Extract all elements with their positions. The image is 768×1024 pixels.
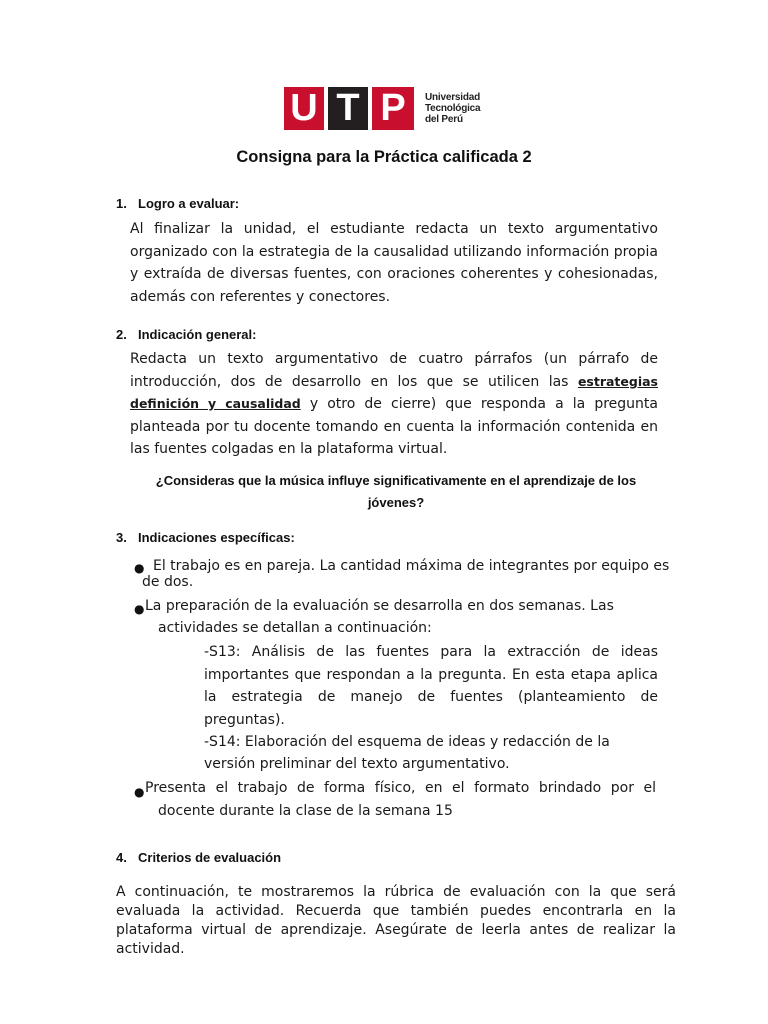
logo-line-2: Tecnológica [425,103,481,114]
logo-wordmark [425,92,480,125]
bullet-2-icon: ● [134,602,145,616]
section-3-number: 3. [116,530,127,545]
section-2-emphasis: estrategias definición y causalidad [130,373,658,411]
bullet-2-line-1: La preparación de la evaluación se desarrolla en dos semanas. Las [145,598,614,614]
logo-letter-t: T [328,87,368,130]
logo-line-3: del Perú [425,114,463,125]
section-2-body-end: y otro de cierre) que responda a la pregunta planteada por tu docente tomando en cuenta la información contenida en las fuentes colgadas en la plataforma virtual. [130,396,658,457]
activity-s14-line-2: versión preliminar del texto argumentativo. [204,756,510,772]
activity-s14-line-1: -S14: Elaboración del esquema de ideas y redacción de la [204,734,610,750]
section-1-heading [116,196,239,211]
bullet-1-icon: ● [134,561,145,575]
section-4-heading [116,850,281,865]
activity-s13: -S13: Análisis de las fuentes para la extracción de ideas importantes que respondan a la pregunta. En esta etapa aplica la estrategia de manejo de fuentes (planteamiento de preguntas). [204,644,658,728]
section-4-title: Criterios de evaluación [138,850,282,865]
section-2-number: 2. [116,327,127,342]
logo-letter-p: P [372,87,414,130]
page-title: Consigna para la Práctica calificada 2 [236,148,532,166]
section-1-title: Logro a evaluar: [138,196,240,211]
section-2-heading [116,327,256,342]
guiding-question-line-2: jóvenes? [367,495,425,510]
bullet-3-line-1: Presenta el trabajo de forma físico, en el formato brindado por el [145,780,656,796]
section-2-body-start: Redacta un texto argumentativo de cuatro párrafos (un párrafo de introducción, dos de desarrollo en los que se utilicen las [130,351,658,390]
bullet-2-line-2: actividades se detallan a continuación: [158,620,432,636]
section-1-body: Al finalizar la unidad, el estudiante redacta un texto argumentativo organizado con la estrategia de la causalidad utilizando información propia y extraída de diversas fuentes, con oraciones coherentes y cohesionadas, además con referentes y conectores. [130,221,658,305]
section-1-number: 1. [116,196,127,211]
logo-letter-u: U [284,87,324,130]
section-3-title: Indicaciones específicas: [138,530,295,545]
bullet-1-line-1: El trabajo es en pareja. La cantidad máxima de integrantes por equipo es [153,558,670,574]
section-2-title: Indicación general: [138,327,257,342]
section-4-body: A continuación, te mostraremos la rúbrica de evaluación con la que será evaluada la actividad. Recuerda que también puedes encontrarla en la plataforma virtual de aprendizaje. Asegúrate de leerla antes de realizar la actividad. [116,884,676,957]
section-2-body [130,348,658,461]
utp-logo [284,87,484,131]
bullet-1-line-2: de dos. [142,574,194,590]
section-4-number: 4. [116,850,127,865]
logo-line-1: Universidad [425,92,481,103]
bullet-3-icon: ● [134,785,145,799]
section-3-heading [116,530,295,545]
guiding-question-line-1: ¿Consideras que la música influye significativamente en el aprendizaje de los [155,473,637,488]
bullet-3-line-2: docente durante la clase de la semana 15 [158,803,453,819]
